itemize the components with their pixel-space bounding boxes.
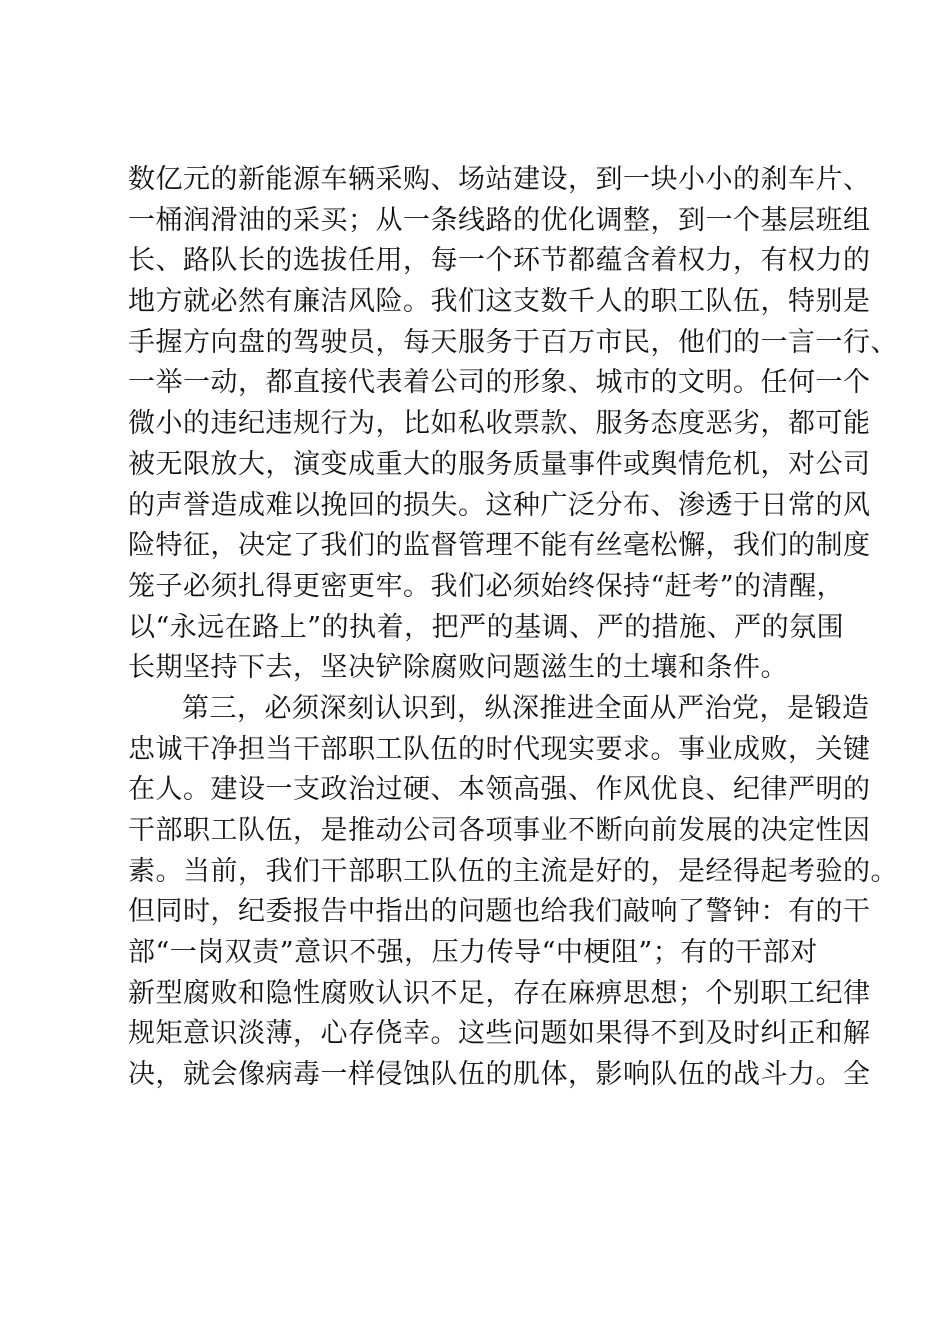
text-line: 忠诚干净担当干部职工队伍的时代现实要求。事业成败，关键 bbox=[128, 733, 871, 765]
text-line: 地方就必然有廉洁风险。我们这支数千人的职工队伍，特别是 bbox=[128, 286, 871, 318]
text-line: 以“永远在路上”的执着，把严的基调、严的措施、严的氛围 bbox=[128, 611, 845, 643]
text-line: 素。当前，我们干部职工队伍的主流是好的，是经得起考验的。 bbox=[128, 855, 898, 887]
text-line: 干部职工队伍，是推动公司各项事业不断向前发展的决定性因 bbox=[128, 815, 871, 846]
paragraph-start-line: 第三，必须深刻认识到，纵深推进全面从严治党，是锻造 bbox=[182, 692, 870, 724]
text-line: 部“一岗双责”意识不强，压力传导“中梗阻”；有的干部对 bbox=[128, 937, 818, 969]
text-line: 笼子必须扎得更密更牢。我们必须始终保持“赶考”的清醒， bbox=[128, 570, 845, 602]
body-text bbox=[128, 160, 898, 1096]
text-line: 数亿元的新能源车辆采购、场站建设，到一块小小的刹车片、 bbox=[128, 164, 871, 195]
text-line: 长、路队长的选拔任用，每一个环节都蕴含着权力，有权力的 bbox=[128, 245, 871, 277]
text-line: 的声誉造成难以挽回的损失。这种广泛分布、渗透于日常的风 bbox=[128, 489, 871, 521]
text-line: 手握方向盘的驾驶员，每天服务于百万市民，他们的一言一行、 bbox=[128, 326, 898, 358]
text-line: 被无限放大，演变成重大的服务质量事件或舆情危机，对公司 bbox=[128, 448, 871, 480]
text-line: 一举一动，都直接代表着公司的形象、城市的文明。任何一个 bbox=[128, 367, 871, 399]
text-line: 新型腐败和隐性腐败认识不足，存在麻痹思想；个别职工纪律 bbox=[128, 977, 871, 1009]
text-line: 一桶润滑油的采买；从一条线路的优化调整，到一个基层班组 bbox=[128, 204, 871, 236]
text-line: 险特征，决定了我们的监督管理不能有丝毫松懈，我们的制度 bbox=[128, 530, 871, 562]
text-line: 微小的违纪违规行为，比如私收票款、服务态度恶劣，都可能 bbox=[128, 408, 871, 440]
text-line: 在人。建设一支政治过硬、本领高强、作风优良、纪律严明的 bbox=[128, 774, 871, 806]
text-line: 决，就会像病毒一样侵蚀队伍的肌体，影响队伍的战斗力。全 bbox=[128, 1059, 871, 1091]
text-line: 但同时，纪委报告中指出的问题也给我们敲响了警钟：有的干 bbox=[128, 896, 871, 928]
text-line: 长期坚持下去，坚决铲除腐败问题滋生的土壤和条件。 bbox=[128, 652, 788, 684]
text-line: 规矩意识淡薄，心存侥幸。这些问题如果得不到及时纠正和解 bbox=[128, 1018, 871, 1050]
